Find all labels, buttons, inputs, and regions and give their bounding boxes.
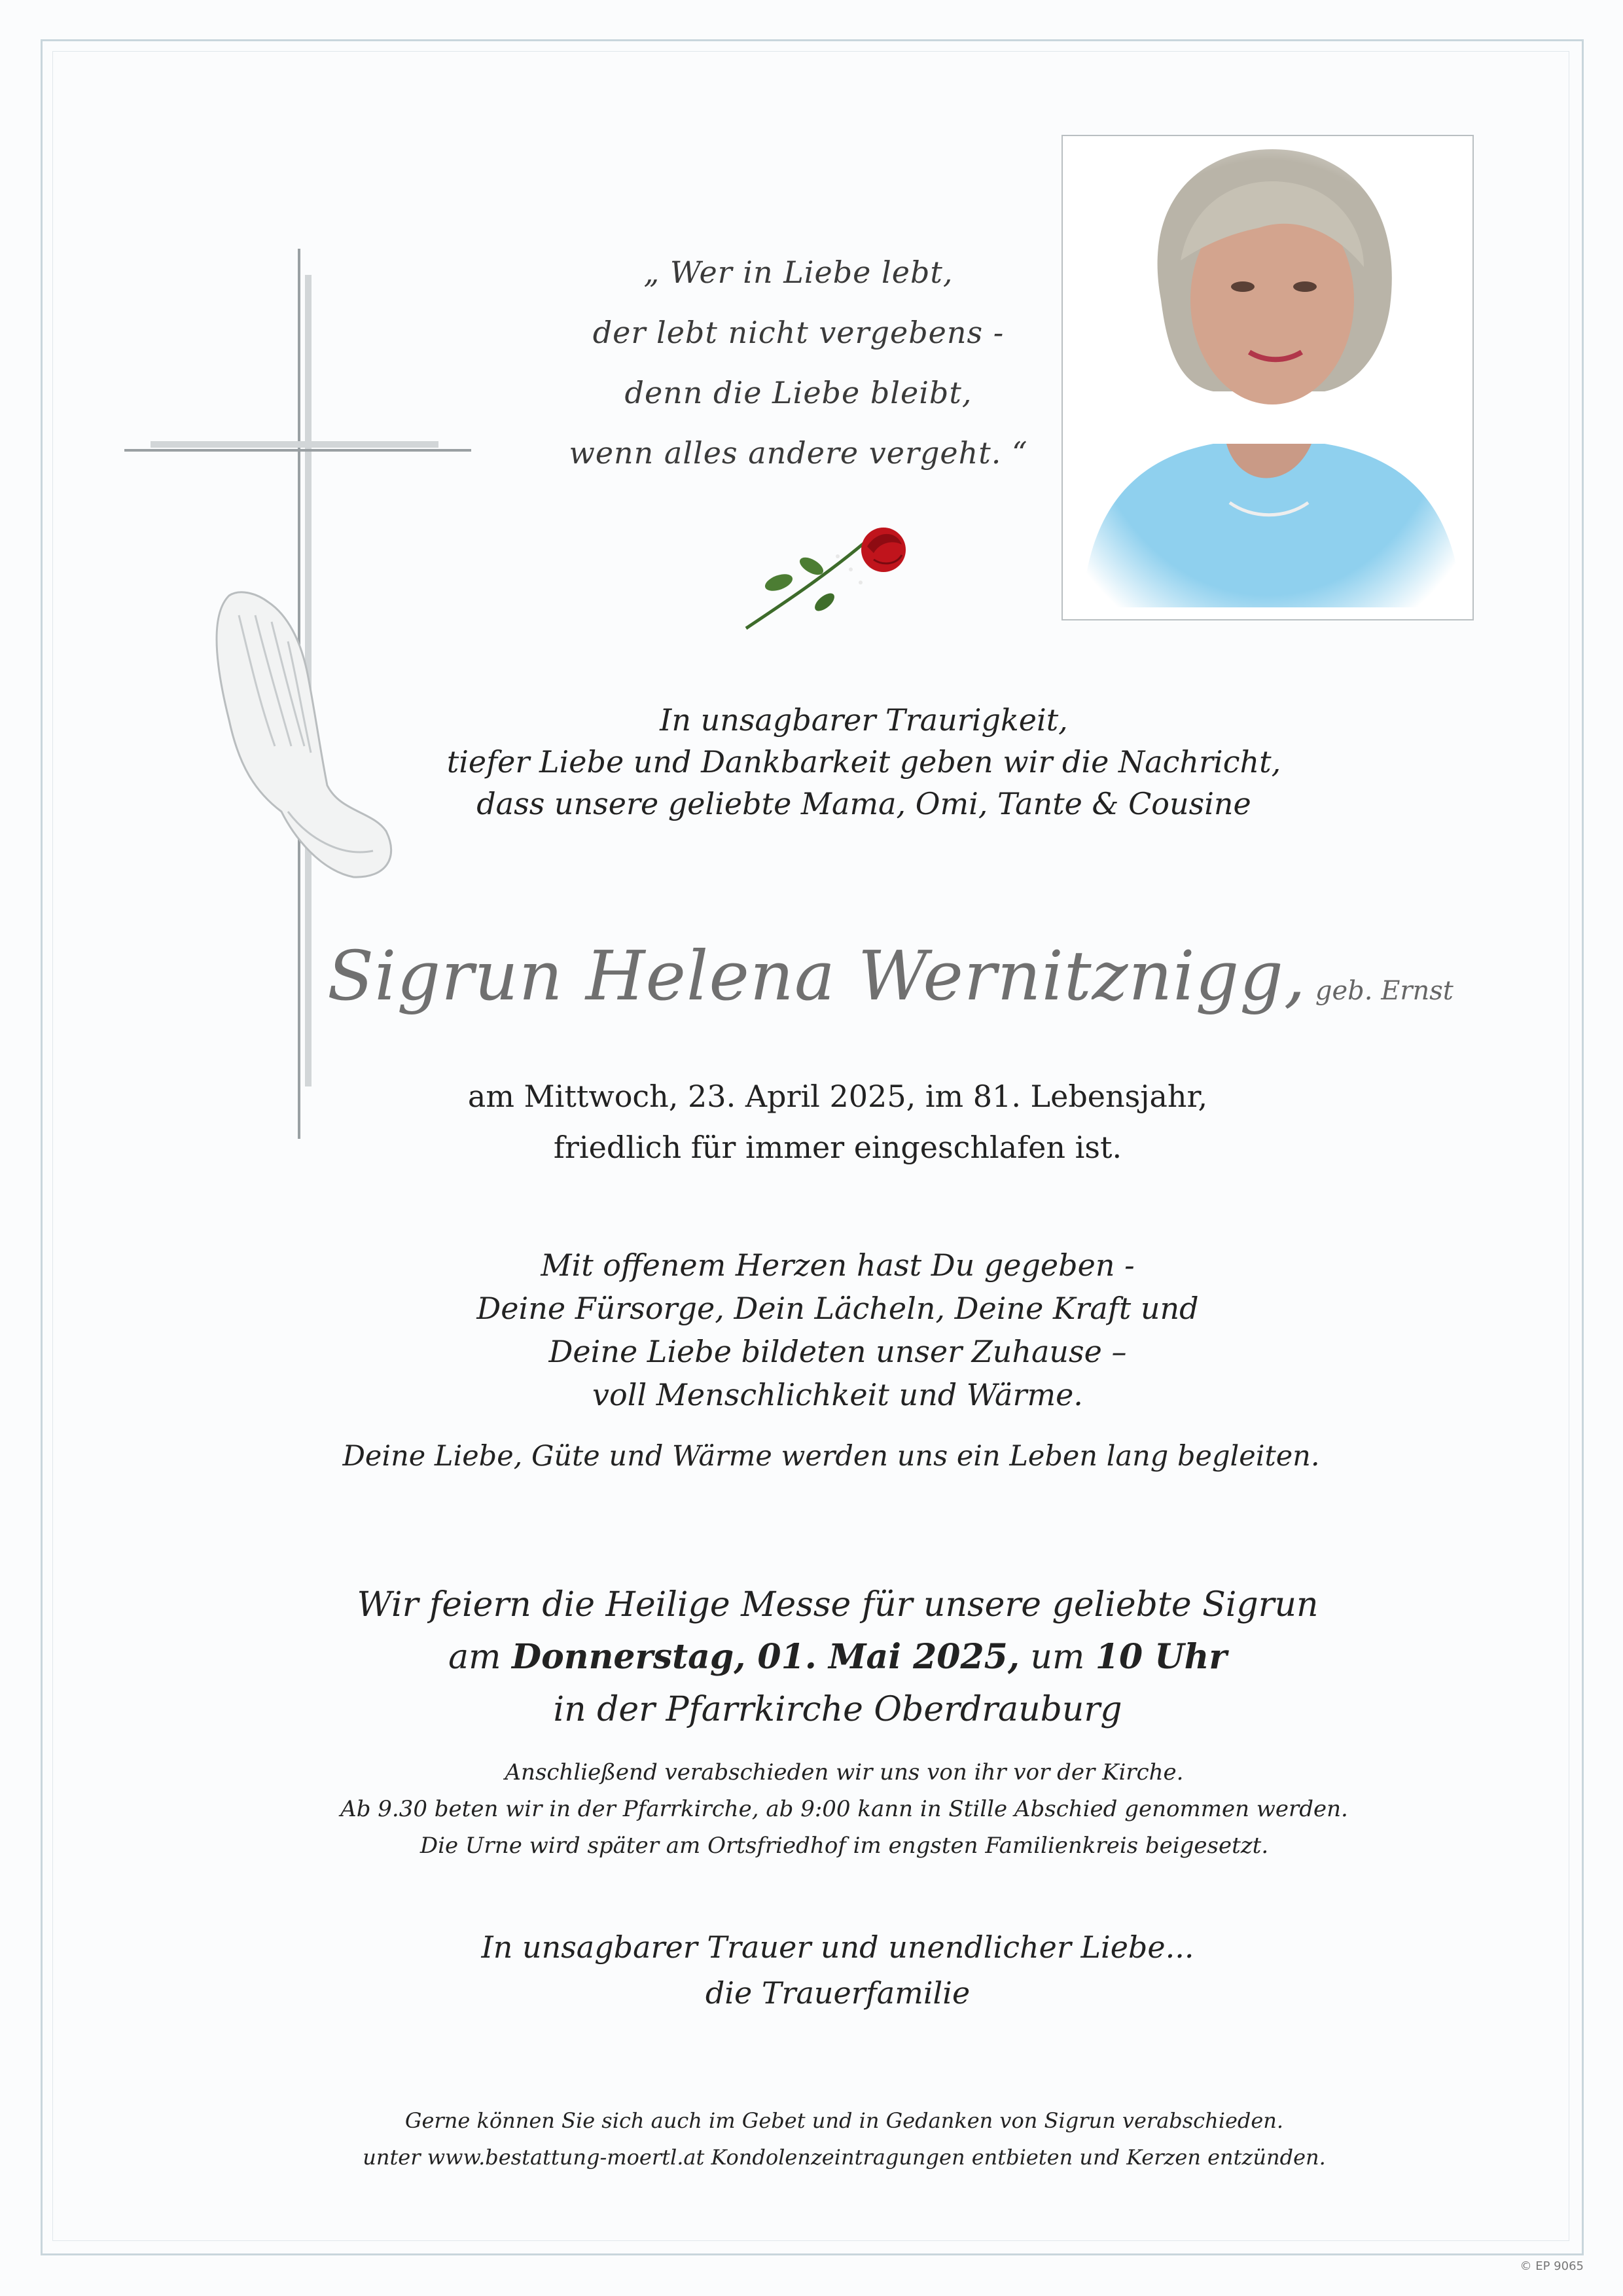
document-code: © EP 9065 [1520, 2259, 1584, 2273]
mass-day: Donnerstag, 01. Mai 2025, [512, 1637, 1020, 1677]
intro-block [353, 699, 1374, 825]
footer-note [275, 2102, 1414, 2176]
details-line: Die Urne wird später am Ortsfriedhof im engsten Familienkreis beigesetzt. [419, 1833, 1269, 1859]
deceased-name: Sigrun Helena Wernitznigg, [327, 936, 1306, 1016]
poem-line: voll Menschlichkeit und Wärme. [592, 1377, 1083, 1412]
deceased-name-row [327, 936, 1454, 1016]
intro-line: dass unsere geliebte Mama, Omi, Tante & Cousine [476, 786, 1251, 821]
mass-info [301, 1579, 1374, 1736]
family-line: In unsagbarer Trauer und unendlicher Liebe... [481, 1929, 1194, 1965]
poem-closing: Deine Liebe, Güte und Wärme werden uns ein Leben lang begleiten. [342, 1440, 1320, 1473]
intro-line: In unsagbarer Traurigkeit, [660, 702, 1068, 738]
poem-block [366, 1244, 1309, 1416]
family-line: die Trauerfamilie [705, 1975, 971, 2011]
poem-line: Mit offenem Herzen hast Du gegeben - [541, 1247, 1135, 1283]
intro-line: tiefer Liebe und Dankbarkeit geben wir die Nachricht, [446, 744, 1281, 780]
maiden-name: geb. Ernst [1315, 976, 1454, 1006]
quote-line: der lebt nicht vergebens - [592, 315, 1005, 350]
mass-mid: um [1019, 1638, 1096, 1677]
mass-line-3: in der Pfarrkirche Oberdrauburg [553, 1690, 1122, 1729]
mass-line-2 [301, 1631, 1374, 1683]
quote-line: „ Wer in Liebe lebt, [643, 255, 954, 290]
mass-line-1: Wir feiern die Heilige Messe für unsere geliebte Sigrun [357, 1585, 1319, 1624]
ceremony-details [275, 1754, 1414, 1864]
death-line: am Mittwoch, 23. April 2025, im 81. Lebensjahr, [467, 1079, 1208, 1114]
rose-icon [733, 504, 929, 635]
family-signature [366, 1924, 1309, 2016]
footer-line: unter www.bestattung-moertl.at Kondolenzeintragungen entbieten und Kerzen entzünden. [363, 2145, 1326, 2170]
footer-line: Gerne können Sie sich auch im Gebet und in Gedanken von Sigrun verabschieden. [404, 2108, 1284, 2133]
portrait-photo [1063, 136, 1472, 619]
mass-prefix: am [448, 1638, 512, 1677]
details-line: Ab 9.30 beten wir in der Pfarrkirche, ab 9:00 kann in Stille Abschied genommen werden. [340, 1796, 1348, 1822]
death-info [366, 1071, 1309, 1173]
portrait-frame [1061, 135, 1474, 620]
quote-block [550, 242, 1047, 483]
details-line: Anschließend verabschieden wir uns von ihr vor der Kirche. [505, 1759, 1184, 1785]
poem-line: Deine Liebe bildeten unser Zuhause – [548, 1334, 1127, 1369]
poem-line: Deine Fürsorge, Dein Lächeln, Deine Kraft und [476, 1291, 1199, 1326]
mass-time: 10 Uhr [1095, 1637, 1227, 1677]
quote-line: denn die Liebe bleibt, [624, 375, 972, 410]
death-line: friedlich für immer eingeschlafen ist. [553, 1130, 1122, 1165]
quote-line: wenn alles andere vergeht. “ [569, 435, 1028, 471]
